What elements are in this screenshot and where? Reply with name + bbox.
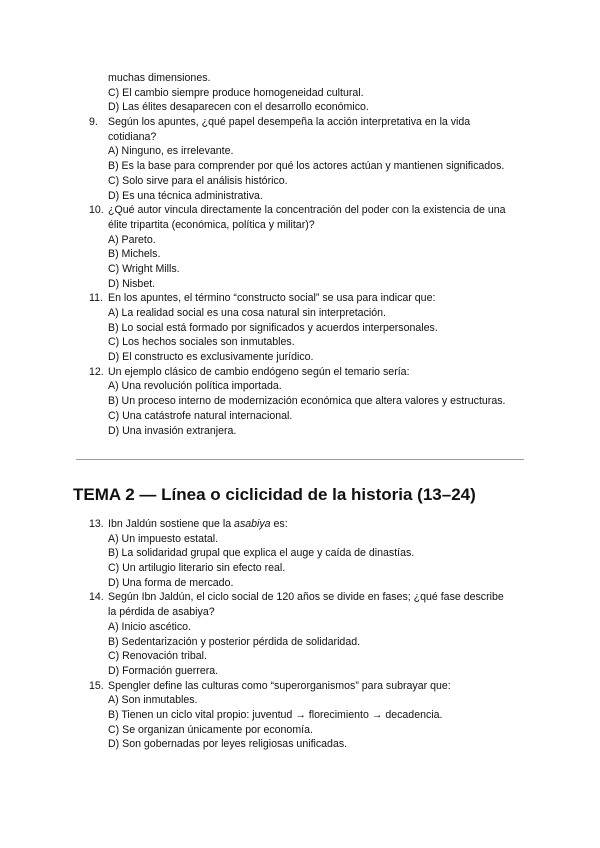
question-number: 10. bbox=[89, 204, 104, 217]
question-number: 13. bbox=[89, 518, 104, 530]
option-c: C) Los hechos sociales son inmutables. bbox=[108, 336, 295, 349]
option-d: D) Es una técnica administrativa. bbox=[108, 189, 263, 202]
option-a: A) Una revolución política importada. bbox=[108, 380, 282, 393]
option-b: B) Michels. bbox=[108, 248, 161, 261]
option-c: C) Wright Mills. bbox=[108, 262, 180, 275]
continuation-line: muchas dimensiones. bbox=[108, 72, 211, 84]
question-number: 11. bbox=[89, 292, 103, 305]
question-13 bbox=[0, 517, 600, 590]
option-b: B) Es la base para comprender por qué los actores actúan y mantienen significados. bbox=[108, 160, 505, 173]
option-a: A) La realidad social es una cosa natural sin interpretación. bbox=[108, 307, 386, 319]
option-a: A) Son inmutables. bbox=[108, 694, 198, 707]
question-number: 12. bbox=[89, 365, 104, 378]
option-c: C) Una catástrofe natural internacional. bbox=[108, 409, 293, 422]
option: D) Las élites desaparecen con el desarrollo económico. bbox=[108, 101, 369, 114]
option-b: B) Sedentarización y posterior pérdida de solidaridad. bbox=[108, 635, 361, 648]
question-text-cont: la pérdida de asabiya? bbox=[108, 606, 215, 619]
section-1 bbox=[0, 71, 600, 438]
question-text-cont: élite tripartita (económica, política y militar)? bbox=[108, 218, 315, 231]
option-a: A) Un impuesto estatal. bbox=[108, 532, 219, 545]
question-9 bbox=[0, 115, 600, 203]
option-c: C) Renovación tribal. bbox=[108, 650, 207, 663]
option-d: D) Nisbet. bbox=[108, 277, 156, 290]
option-c: C) Solo sirve para el análisis histórico. bbox=[108, 174, 288, 187]
question-text: Según los apuntes, ¿qué papel desempeña la acción interpretativa en la vida bbox=[108, 116, 471, 129]
question-12 bbox=[0, 365, 600, 438]
option-b: B) Un proceso interno de modernización económica que altera valores y estructuras. bbox=[108, 395, 506, 408]
option: C) El cambio siempre produce homogeneidad cultural. bbox=[108, 86, 364, 99]
section-heading: TEMA 2 — Línea o ciclicidad de la historia (13–24) bbox=[73, 485, 476, 504]
option-d: D) Una forma de mercado. bbox=[108, 576, 234, 589]
option-c: C) Se organizan únicamente por economía. bbox=[108, 723, 313, 736]
option-d: D) Una invasión extranjera. bbox=[108, 424, 237, 437]
question-text: En los apuntes, el término “constructo social” se usa para indicar que: bbox=[108, 292, 436, 305]
option-d: D) El constructo es exclusivamente jurídico. bbox=[108, 351, 314, 364]
question-text: ¿Qué autor vincula directamente la concentración del poder con la existencia de una bbox=[108, 204, 506, 217]
question-text-cont: cotidiana? bbox=[108, 130, 157, 143]
question-text: Un ejemplo clásico de cambio endógeno según el temario sería: bbox=[108, 365, 410, 378]
option-b: B) Lo social está formado por significados y acuerdos interpersonales. bbox=[108, 321, 438, 334]
option-d: D) Formación guerrera. bbox=[108, 664, 219, 677]
question-10 bbox=[0, 203, 600, 291]
question-number: 15. bbox=[89, 679, 104, 692]
option-a: A) Pareto. bbox=[108, 233, 156, 246]
question-14 bbox=[0, 590, 600, 678]
question-text: Ibn Jaldún sostiene que la bbox=[108, 518, 235, 530]
question-15 bbox=[0, 679, 600, 752]
question-text-end: es: bbox=[270, 518, 288, 530]
question-text: Según Ibn Jaldún, el ciclo social de 120 años se divide en fases; ¿qué fase describe bbox=[108, 591, 504, 604]
option-b: B) La solidaridad grupal que explica el auge y caída de dinastías. bbox=[108, 547, 415, 560]
question-11 bbox=[0, 291, 600, 364]
option-a: A) Inicio ascético. bbox=[108, 620, 192, 633]
question-text: Spengler define las culturas como “superorganismos” para subrayar que: bbox=[108, 679, 451, 692]
option-b: B) Tienen un ciclo vital propio: juventud → florecimiento → decadencia. bbox=[108, 708, 443, 721]
question-number: 14. bbox=[89, 591, 104, 604]
section-2 bbox=[0, 517, 600, 752]
question-number: 9. bbox=[89, 116, 98, 129]
option-c: C) Un artilugio literario sin efecto real. bbox=[108, 562, 286, 575]
section-divider bbox=[76, 459, 524, 460]
question-text-italic: asabiya bbox=[234, 518, 271, 530]
option-d: D) Son gobernadas por leyes religiosas unificadas. bbox=[108, 738, 348, 751]
option-a: A) Ninguno, es irrelevante. bbox=[108, 145, 234, 158]
